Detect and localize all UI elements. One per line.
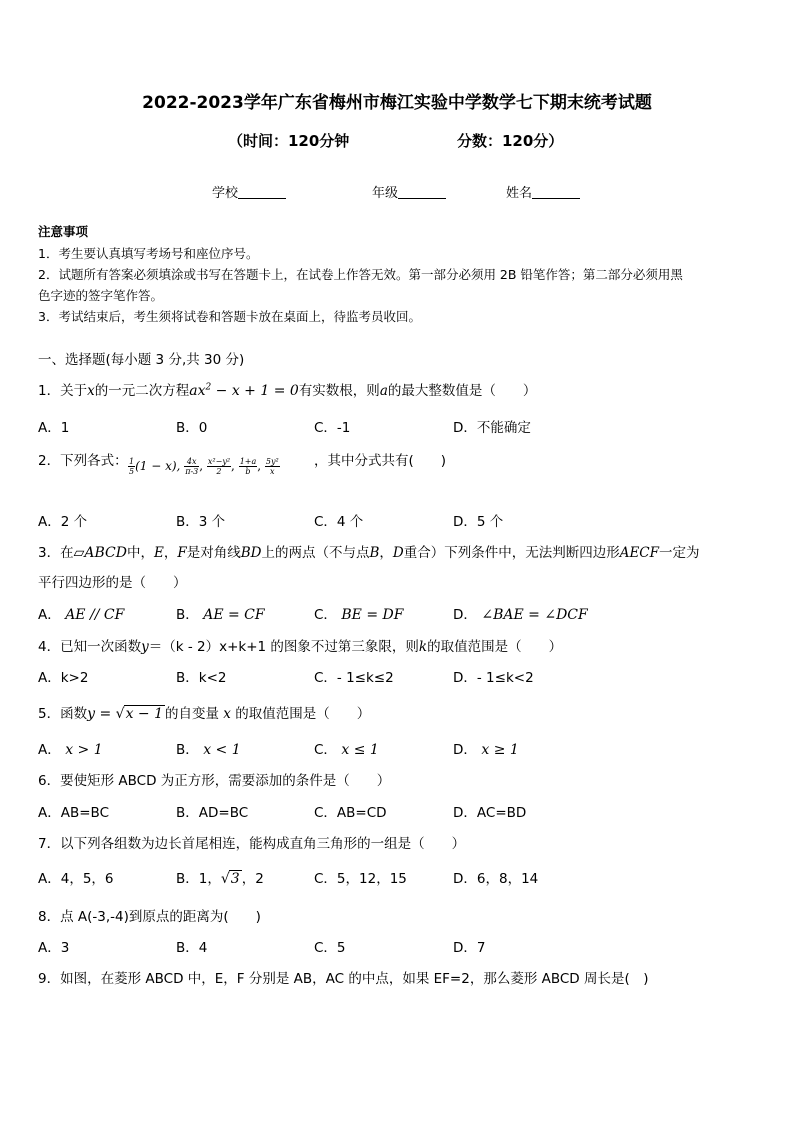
- option-d[interactable]: D．AC=BD: [453, 805, 527, 821]
- question-9: 9．如图，在菱形 ABCD 中，E，F 分别是 AB，AC 的中点，如果 EF=2，那么菱形 ABCD 周长是( ): [38, 971, 649, 987]
- grade-blank[interactable]: [398, 186, 446, 199]
- option-a[interactable]: A．AB=BC: [38, 805, 109, 821]
- question-7: 7．以下列各组数为边长首尾相连，能构成直角三角形的一组是（ ）: [38, 836, 466, 852]
- option-b[interactable]: B．k<2: [176, 670, 227, 686]
- section-heading: 一、选择题(每小题 3 分,共 30 分): [38, 352, 245, 368]
- option-d[interactable]: D．不能确定: [453, 420, 531, 436]
- name-blank[interactable]: [532, 186, 580, 199]
- option-b[interactable]: B．4: [176, 940, 208, 956]
- option-c[interactable]: C．4 个: [314, 514, 364, 530]
- notice-item: 2．试题所有答案必须填涂或书写在答题卡上，在试卷上作答无效。第一部分必须用 2B 铅笔作答；第二部分必须用黑: [38, 267, 683, 282]
- option-c[interactable]: C．5，12，15: [314, 871, 407, 887]
- name-field[interactable]: 姓名: [506, 182, 580, 201]
- school-field[interactable]: 学校: [212, 182, 286, 201]
- question-2: 2．下列各式：: [38, 453, 128, 469]
- q2-expressions: $\frac{1}{5}$ (1 − x), $\frac{4x}{\pi-3}$ , $\frac{\text{x²−y²}}{2}$ , $\frac{1+a}{b}$ , $\frac{\text{5y²}}{x}$: [129, 457, 279, 476]
- question-6: 6．要使矩形 ABCD 为正方形，需要添加的条件是（ ）: [38, 773, 391, 789]
- option-c[interactable]: C． x ≤ 1: [314, 742, 379, 758]
- school-blank[interactable]: [238, 186, 286, 199]
- option-c[interactable]: C．-1: [314, 420, 351, 436]
- page-title: 2022-2023学年广东省梅州市梅江实验中学数学七下期末统考试题: [142, 93, 652, 113]
- question-8: 8．点 A(-3,-4)到原点的距离为( ): [38, 909, 261, 925]
- option-a[interactable]: A．2 个: [38, 514, 88, 530]
- option-b[interactable]: B．1，√3 ，2: [176, 871, 264, 887]
- exam-time: （时间：120分钟: [228, 132, 350, 150]
- option-a[interactable]: A． AE // CF: [38, 607, 125, 623]
- option-d[interactable]: D． ∠BAE = ∠DCF: [453, 607, 588, 623]
- option-b[interactable]: B． AE = CF: [176, 607, 265, 623]
- grade-field[interactable]: 年级: [372, 182, 446, 201]
- option-d[interactable]: D．7: [453, 940, 486, 956]
- option-b[interactable]: B．AD=BC: [176, 805, 249, 821]
- notice-item: 3．考试结束后，考生须将试卷和答题卡放在桌面上，待监考员收回。: [38, 309, 421, 324]
- option-c[interactable]: C．5: [314, 940, 346, 956]
- question-3-line2: 平行四边形的是（ ）: [38, 575, 187, 591]
- option-d[interactable]: D．6，8，14: [453, 871, 539, 887]
- option-b[interactable]: B．0: [176, 420, 208, 436]
- question-5: 5．函数y = √x − 1 的自变量 x 的取值范围是（ ）: [38, 706, 371, 722]
- option-a[interactable]: A．3: [38, 940, 70, 956]
- question-4: 4．已知一次函数y＝（k - 2）x+k+1 的图象不过第三象限，则k的取值范围是（ ）: [38, 639, 563, 655]
- option-a[interactable]: A． x > 1: [38, 742, 103, 758]
- exam-score: 分数：120分）: [457, 132, 564, 150]
- notice-item: 1．考生要认真填写考场号和座位序号。: [38, 246, 259, 261]
- option-d[interactable]: D．- 1≤k<2: [453, 670, 534, 686]
- option-c[interactable]: C． BE = DF: [314, 607, 404, 623]
- option-a[interactable]: A．4，5，6: [38, 871, 114, 887]
- notice-heading: 注意事项: [38, 224, 89, 239]
- option-d[interactable]: D． x ≥ 1: [453, 742, 519, 758]
- option-c[interactable]: C．- 1≤k≤2: [314, 670, 394, 686]
- notice-item: 色字迹的签字笔作答。: [38, 288, 164, 303]
- option-d[interactable]: D．5 个: [453, 514, 504, 530]
- option-b[interactable]: B． x < 1: [176, 742, 241, 758]
- question-1: 1．关于x的一元二次方程$ax^2 - x + 1 = 0$有实数根，则a的最大整数值是（ ）: [38, 382, 537, 399]
- option-b[interactable]: B．3 个: [176, 514, 226, 530]
- option-a[interactable]: A．k>2: [38, 670, 89, 686]
- question-2-tail: ，其中分式共有( ): [314, 453, 447, 469]
- option-a[interactable]: A．1: [38, 420, 70, 436]
- option-c[interactable]: C．AB=CD: [314, 805, 387, 821]
- question-3: 3．在▱ABCD中，E，F是对角线BD上的两点（不与点B，D重合）下列条件中，无法判断四边形AECF一定为: [38, 545, 700, 561]
